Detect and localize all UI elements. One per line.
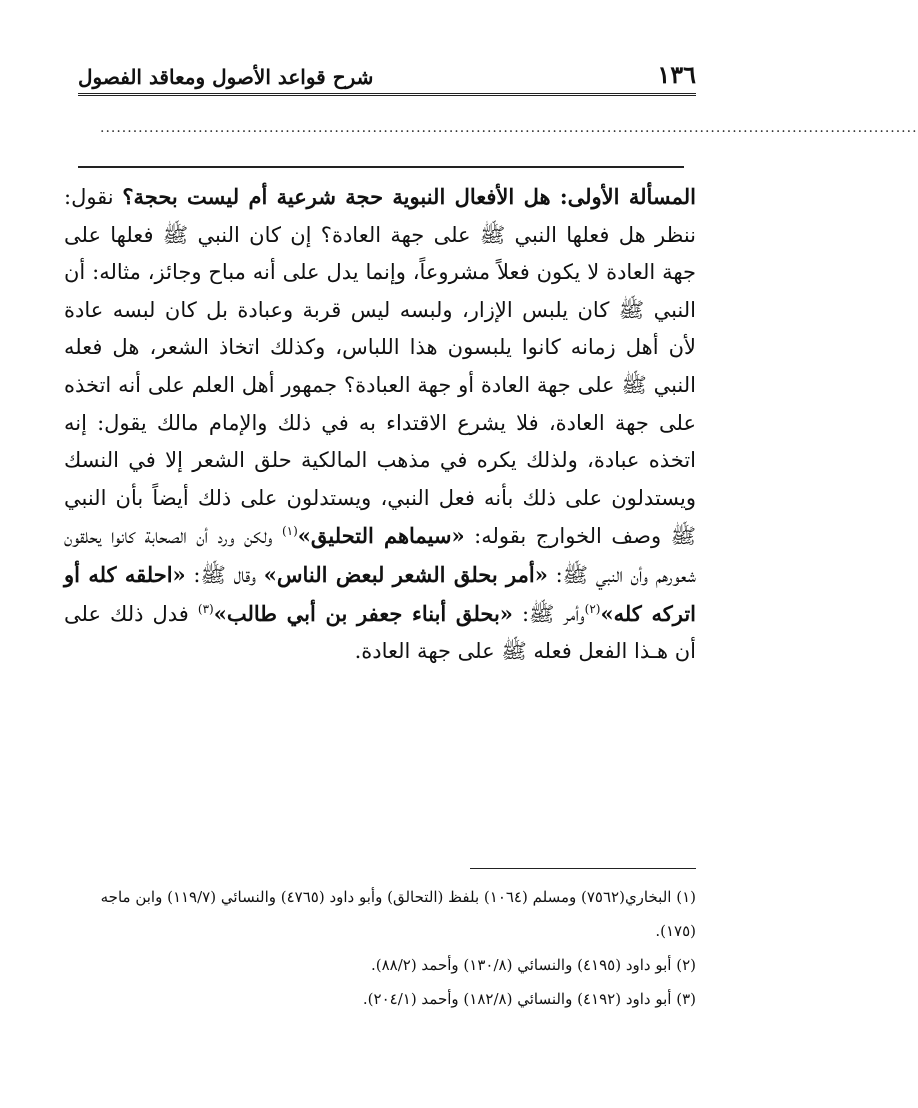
footnote-ref: (٣) (197, 601, 214, 616)
footnote: (٣) أبو داود (٤١٩٢) والنسائي (١٨٢/٨) وأحمد (٢٠٤/١). (362, 990, 696, 1008)
hadith-quote: «بحلق أبناء جعفر بن أبي طالب» (213, 600, 513, 626)
text-run: فدل ذلك على أن هـذا الفعل فعله ﷺ على جهة العادة. (64, 601, 696, 664)
text-run: وأمر ﷺ: (521, 601, 585, 626)
footnote: (٢) أبو داود (٤١٩٥) والنسائي (١٣٠/٨) وأحمد (٨٨/٢). (370, 956, 696, 974)
page-header (78, 54, 696, 96)
text-run: ولكن ورد أن الصحابة كانوا يحلقون شعورهم وأن النبي ﷺ: (64, 524, 696, 587)
footnotes (64, 880, 696, 1016)
running-title: شرح قواعد الأصول ومعاقد الفصول (78, 65, 374, 89)
page-number: ١٣٦ (657, 60, 696, 89)
hadith-quote: «احلقه كله أو اتركه كله» (64, 561, 696, 626)
hadith-quote: «سيماهم التحليق» (297, 523, 465, 549)
footnote: (١) البخاري(٧٥٦٢) ومسلم (١٠٦٤) بلفظ (التحالق) وأبو داود (٤٧٦٥) والنسائي (١١٩/٧) وابن ماجه (١٧٥). (100, 888, 696, 940)
section-heading: المسألة الأولى: هل الأفعال النبوية حجة شرعية أم ليست بحجة؟ (122, 184, 696, 209)
footnote-rule (470, 868, 696, 869)
dotted-separator: ...................................................................................................................................................... (100, 120, 918, 136)
section-rule (78, 166, 684, 168)
text-run: نقول: ننظر هل فعلها النبي ﷺ على جهة العادة؟ إن كان النبي ﷺ فعلها على جهة العادة لا يكون فعلاً مشروعاً، وإنما يدل على أنه مباح وجائز، مثاله: أن النبي ﷺ كان يلبس الإزار، ولبسه ليس قربة وعبادة بل كان لبسه عادة لأن أهل زمانه كانوا يلبسون هذا اللباس، وكذلك اتخاذ الشعر، هل فعله النبي ﷺ على جهة العادة أو جهة العبادة؟ جمهور أهل العلم على أنه اتخذه على جهة العادة، فلا يشرع الاقتداء به في ذلك والإمام مالك يقول: إنه اتخذه عبادة، ولذلك يكره في مذهب المالكية حلق الشعر إلا في النسك ويستدلون على ذلك بأنه فعل النبي، ويستدلون على ذلك أيضاً بأن النبي ﷺ وصف الخوارج بقوله: (64, 185, 696, 549)
footnote-ref: (٢) (584, 601, 601, 616)
footnote-ref: (١) (281, 524, 298, 539)
body-paragraph (64, 178, 696, 671)
main-text (64, 178, 696, 671)
text-run: وقال ﷺ: (193, 562, 257, 587)
hadith-quote: «أمر بحلق الشعر لبعض الناس» (263, 561, 548, 587)
